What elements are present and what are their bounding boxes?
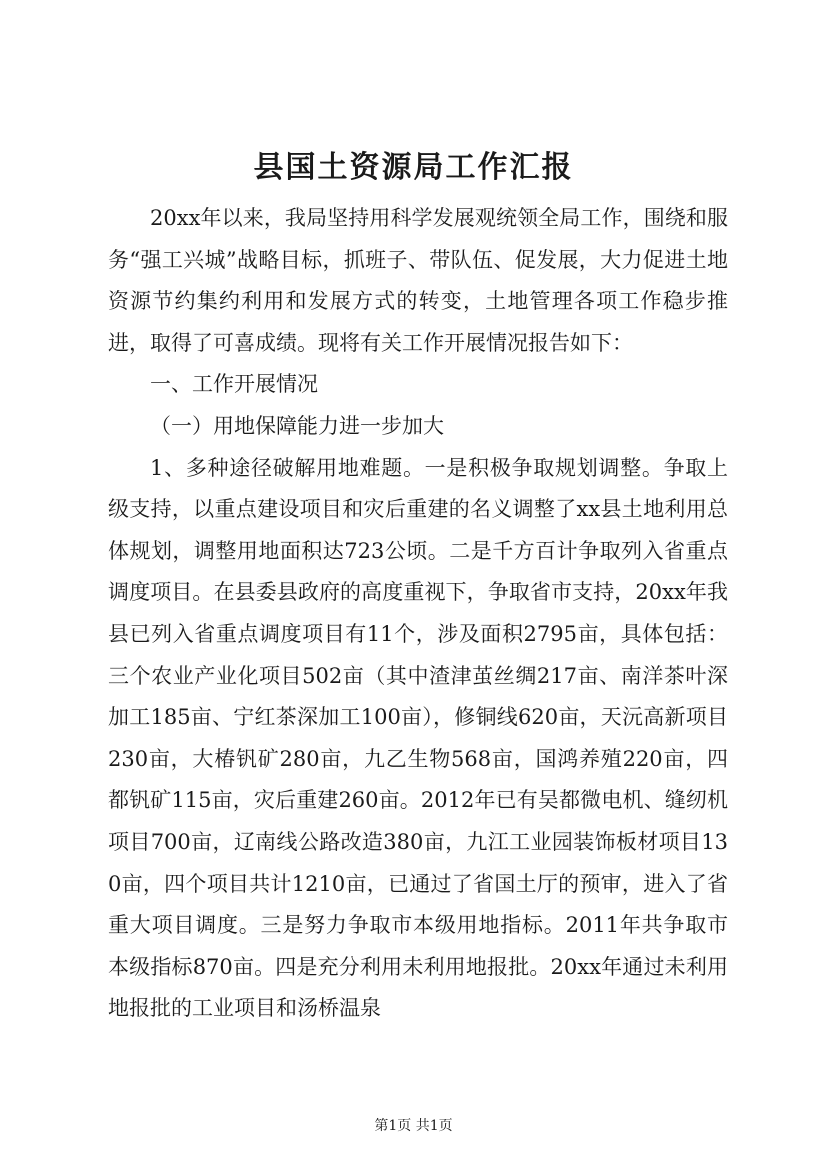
page-title: 县国土资源局工作汇报 [253, 150, 574, 185]
page-footer: 第1页 共1页 [374, 1118, 453, 1134]
subsection-heading: （一）用地保障能力进一步加大 [150, 413, 444, 438]
body-paragraph: 1、多种途径破解用地难题。一是积极争取规划调整。争取上级支持，以重点建设项目和灾后重建的名义调整了xx县土地利用总体规划，调整用地面积达723公顷。二是千方百计争取列入省重点调度项目。在县委县政府的高度重视下，争取省市支持，20xx年我县已列入省重点调度项目有11个，涉及面积2795亩，具体包括：三个农业产业化项目502亩（其中渣津茧丝绸217亩、南洋茶叶深加工185亩、宁红茶深加工100亩），修铜线620亩，天沅高新项目230亩，大椿钒矿280亩，九乙生物568亩，国鸿养殖220亩，四都钒矿115亩，灾后重建260亩。2012年已有吴都微电机、缝纫机项目700亩，辽南线公路改造380亩，九江工业园装饰板材项目130亩，四个项目共计1210亩，已通过了省国土厅的预审，进入了省重大项目调度。三是努力争取市本级用地指标。2011年共争取市本级指标870亩。四是充分利用未利用地报批。20xx年通过未利用地报批的工业项目和汤桥温泉 [108, 455, 729, 1021]
intro-paragraph: 20xx年以来，我局坚持用科学发展观统领全局工作，围绕和服务“强工兴城”战略目标，抓班子、带队伍、促发展，大力促进土地资源节约集约利用和发展方式的转变，土地管理各项工作稳步推进，取得了可喜成绩。现将有关工作开展情况报告如下： [108, 206, 728, 355]
document-body [108, 198, 728, 1030]
section-heading: 一、工作开展情况 [150, 372, 318, 397]
